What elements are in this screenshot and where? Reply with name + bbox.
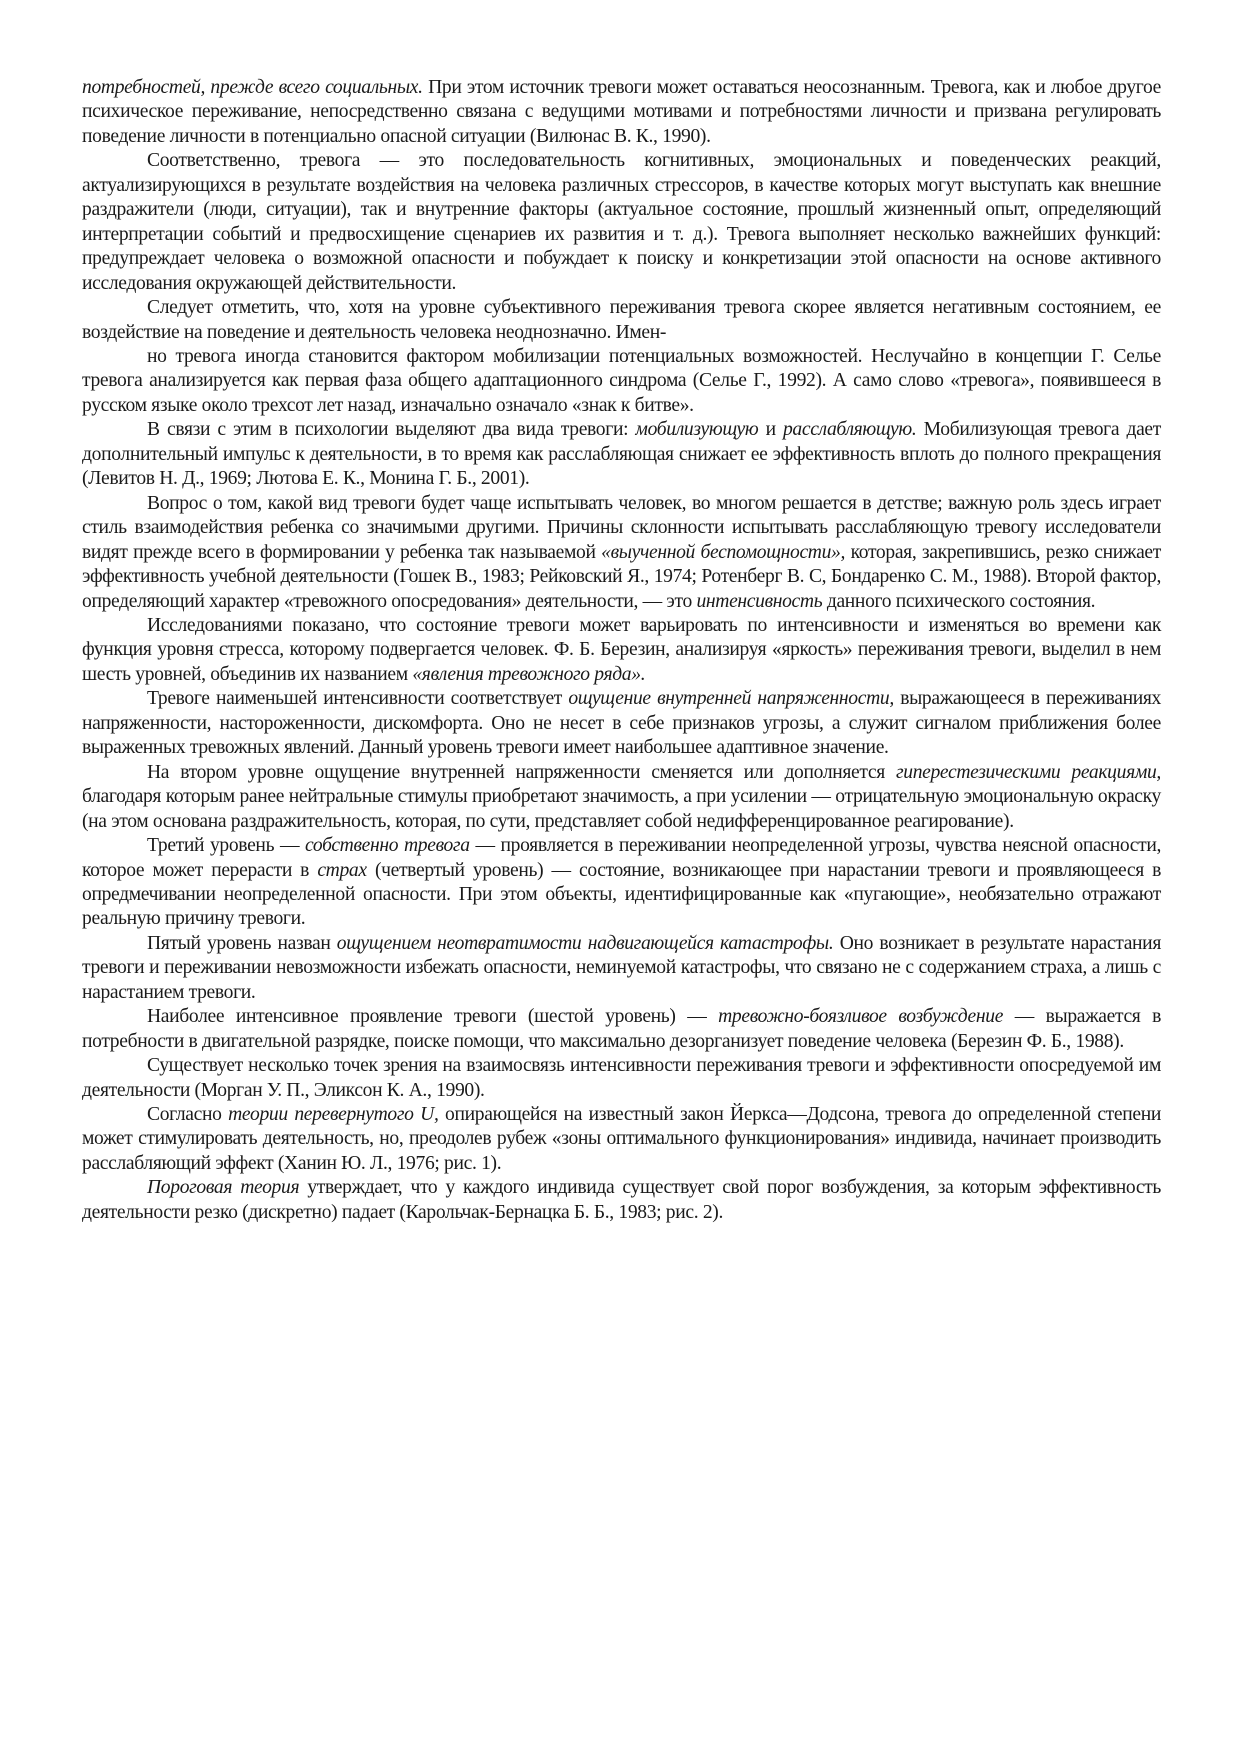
italic-run: мобилизующую bbox=[635, 419, 759, 441]
document-page bbox=[82, 76, 1161, 1225]
text-run: Пятый уровень назван bbox=[147, 932, 337, 954]
text-run: Вопрос о том, какой вид тревоги будет чаще испытывать человек, во многом решается в детстве; важную роль здесь играет стиль взаимодействия ребенка со значимыми другими. Причины склонности испытывать расслабляющую тревогу исследователи видят прежде всего в формировании у ребенка так называемой bbox=[82, 492, 1161, 563]
paragraph bbox=[82, 687, 1161, 760]
paragraph bbox=[82, 761, 1161, 834]
paragraph bbox=[82, 418, 1161, 491]
italic-run: собственно тревога bbox=[305, 835, 470, 857]
italic-run: ощущением неотвратимости надвигающейся катастрофы. bbox=[336, 932, 834, 954]
paragraph bbox=[82, 296, 1161, 345]
text-run: опирающейся на известный закон Йеркса—Додсона, тревога до определенной степени может стимулировать деятельность, но, преодолев рубеж «зоны оптимального функционирования» индивида, начинает производить расслабляющий эффект (Ханин Ю. Л., 1976; рис. 1). bbox=[82, 1104, 1161, 1174]
text-run: благодаря которым ранее нейтральные стимулы приобретают значимость, а при усилении — отрицательную эмоциональную окраску (на этом основана раздражительность, которая, по сути, представляет собой недифференцированное реагирование). bbox=[82, 786, 1161, 832]
paragraph bbox=[82, 149, 1161, 296]
text-run: Согласно bbox=[147, 1104, 229, 1126]
paragraph bbox=[82, 614, 1161, 687]
text-run: но тревога иногда становится фактором мобилизации потенциальных возможностей. Неслучайно в концепции Г. Селье тревога анализируется как первая фаза общего адаптационного синдрома (Селье Г., 1992). А само слово «тревога», появившееся в русском языке около трехсот лет назад, изначально означало «знак к битве». bbox=[82, 345, 1161, 416]
text-run: В связи с этим в психологии выделяют два вида тревоги: bbox=[147, 419, 636, 441]
text-run: Мобилизующая тревога дает дополнительный импульс к деятельности, в то время как расслабляющая снижает ее эффективность вплоть до полного прекращения (Левитов Н. Д., 1969; Лютова Е. К., Монина Г. Б., 2001). bbox=[82, 419, 1161, 490]
text-run: которая, закрепившись, резко снижает эффективность учебной деятельности (Гошек В., 1983; Рейковский Я., 1974; Ротенберг В. С, Бондаренко С. М., 1988). Второй фактор, определяющий характер «тревожного опосредования» деятельности, — это bbox=[82, 541, 1161, 612]
text-run: данного психического состояния. bbox=[822, 590, 1096, 612]
text-run: (четвертый уровень) — состояние, возникающее при нарастании тревоги и проявляющееся в опредмечивании неопределенной опасности. При этом объекты, идентифицированные как «пугающие», необязательно отражают реальную причину тревоги. bbox=[82, 859, 1161, 930]
italic-run: интенсивность bbox=[696, 590, 823, 612]
italic-run: страх bbox=[317, 859, 367, 881]
italic-run: «явления тревожного ряда». bbox=[412, 663, 646, 685]
paragraph bbox=[82, 932, 1161, 1005]
paragraph bbox=[82, 1176, 1161, 1225]
italic-run: теории перевернутого U, bbox=[228, 1104, 439, 1126]
italic-run: ощущение внутренней напряженности, bbox=[568, 688, 894, 710]
paragraph bbox=[82, 1103, 1161, 1176]
text-run: Существует несколько точек зрения на взаимосвязь интенсивности переживания тревоги и эффективности опосредуемой им деятельности (Морган У. П., Эликсон К. А., 1990). bbox=[82, 1055, 1161, 1101]
paragraph bbox=[82, 492, 1161, 614]
text-run: — проявляется в переживании неопределенной угрозы, чувства неясной опасности, которое может перерасти в bbox=[82, 835, 1162, 881]
paragraph bbox=[82, 834, 1161, 932]
italic-run: гиперестезическими реакциями, bbox=[895, 761, 1161, 783]
paragraph bbox=[82, 1054, 1161, 1103]
text-run: Оно возникает в результате нарастания тревоги и переживании невозможности избежать опасности, неминуемой катастрофы, что связано не с содержанием страха, а лишь с нарастанием тревоги. bbox=[82, 932, 1161, 1003]
text-run: Исследованиями показано, что состояние тревоги может варьировать по интенсивности и изменяться во времени как функция уровня стресса, которому подвергается человек. Ф. Б. Березин, анализируя «яркость» переживания тревоги, выделил в нем шесть уровней, объединив их названием bbox=[82, 614, 1161, 685]
text-run: — выражается в потребности в двигательной разрядке, поиске помощи, что максимально дезорганизует поведение человека (Березин Ф. Б., 1988). bbox=[82, 1006, 1161, 1052]
text-run: Третий уровень — bbox=[147, 835, 306, 857]
paragraph bbox=[82, 345, 1161, 418]
text-run: При этом источник тревоги может оставаться неосознанным. Тревога, как и любое другое психическое переживание, непосредственно связана с ведущими мотивами и потребностями личности и призвана регулировать поведение личности в потенциально опасной ситуации (Вилюнас В. К., 1990). bbox=[82, 77, 1161, 147]
text-run: На втором уровне ощущение внутренней напряженности сменяется или дополняется bbox=[147, 761, 896, 783]
text-run: Следует отметить, что, хотя на уровне субъективного переживания тревога скорее является негативным состоянием, ее воздействие на поведение и деятельность человека неоднозначно. Имен- bbox=[82, 297, 1161, 343]
italic-run: Пороговая теория bbox=[147, 1177, 300, 1199]
paragraph bbox=[82, 1005, 1161, 1054]
paragraph bbox=[82, 76, 1161, 149]
text-run: и bbox=[758, 419, 783, 441]
text-run: выражающееся в переживаниях напряженности, настороженности, дискомфорта. Оно не несет в себе признаков угрозы, а служит сигналом приближения более выраженных тревожных явлений. Данный уровень тревоги имеет наибольшее адаптивное значение. bbox=[82, 688, 1161, 759]
italic-run: потребностей, прежде всего социальных. bbox=[82, 77, 423, 98]
italic-run: «выученной беспомощности», bbox=[601, 541, 846, 563]
text-run: утверждает, что у каждого индивида существует свой порог возбуждения, за которым эффективность деятельности резко (дискретно) падает (Карольчак-Бернацка Б. Б., 1983; рис. 2). bbox=[82, 1177, 1161, 1223]
text-run: Тревоге наименьшей интенсивности соответствует bbox=[147, 688, 569, 710]
italic-run: расслабляющую. bbox=[782, 419, 917, 441]
text-run: Наиболее интенсивное проявление тревоги (шестой уровень) — bbox=[147, 1006, 719, 1028]
text-run: Соответственно, тревога — это последовательность когнитивных, эмоциональных и поведенческих реакций, актуализирующихся в результате воздействия на человека различных стрессоров, в качестве которых могут выступать как внешние раздражители (люди, ситуации), так и внутренние факторы (актуальное состояние, прошлый жизненный опыт, определяющий интерпретации событий и предвосхищение сценариев их развития и т. д.). Тревога выполняет несколько важнейших функций: предупреждает человека о возможной опасности и побуждает к поиску и конкретизации этой опасности на основе активного исследования окружающей действительности. bbox=[82, 150, 1161, 294]
italic-run: тревожно-боязливое возбуждение bbox=[718, 1006, 1004, 1028]
